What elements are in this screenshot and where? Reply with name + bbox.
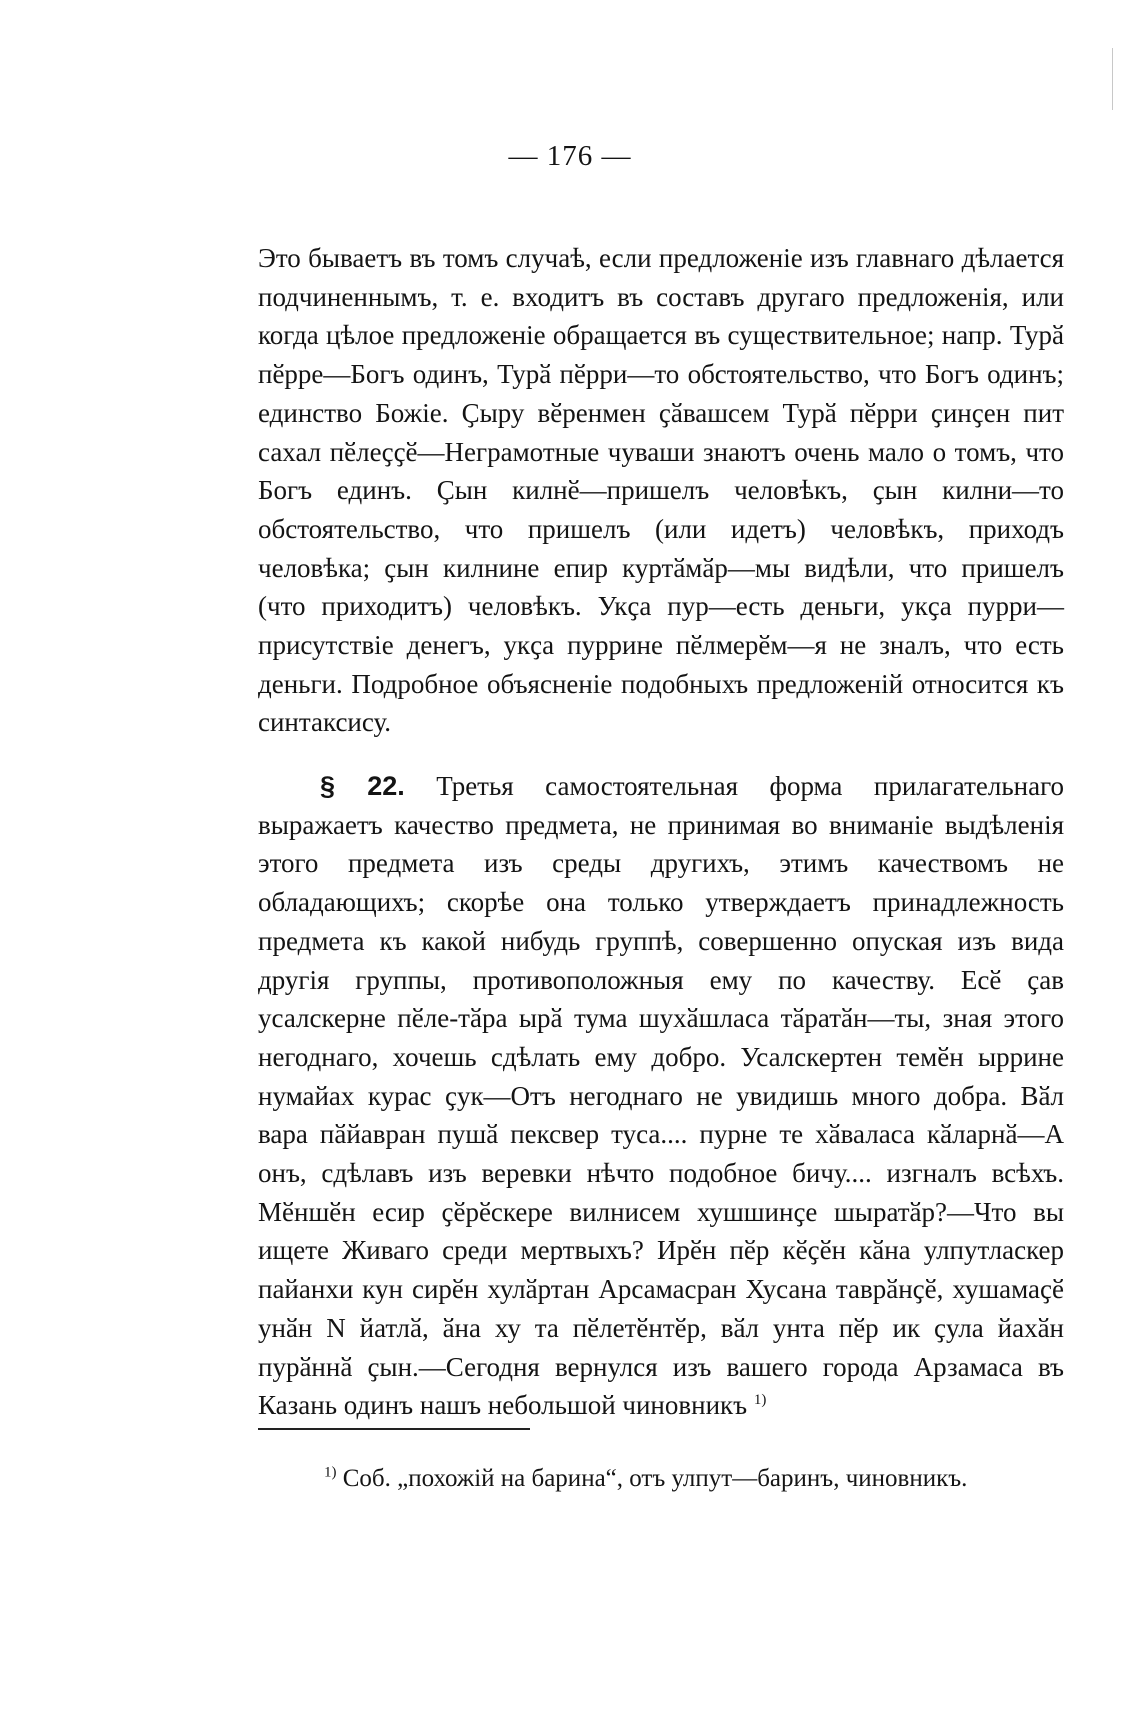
footnote-text: Соб. „похожій на барина“, отъ улпут—баринъ, чиновникъ. (342, 1465, 968, 1492)
section-number: § 22. (320, 771, 405, 801)
paragraph-2-text: Третья самостоятельная форма прилагательнаго выражаетъ качество предмета, не принимая во вниманіе выдѣленія этого предмета изъ среды другихъ, этимъ качествомъ не обладающихъ; скорѣе она только утверждаетъ принадлежность предмета къ какой нибудь группѣ, совершенно опуская изъ вида другія группы, противоположныя ему по качеству. Есӗ ҫав усалскерне пӗле-тӑра ырӑ тума шухӑшласа тӑратӑн—ты, зная этого негоднаго, хочешь сдѣлать ему добро. Усалскертен темӗн ыррине нумайах курас ҫук—Отъ негоднаго не увидишь много добра. Вӑл вара пӑйавран пушӑ пексвер туса.... пурне те хӑваласа кӑларнӑ—А онъ, сдѣлавъ изъ веревки нѣчто подобное бичу.... изгналъ всѣхъ. Мӗншӗн есир ҫӗрӗскере вилнисем хушшинҫе шыратӑр?—Что вы ищете Живаго среди мертвыхъ? Ирӗн пӗр кӗҫӗн кӑна улпутласкер пайанхи кун сирӗн хулӑртан Арсамасран Хусана таврӑнҫӗ, хушамаҫӗ унӑн N йатлӑ, ӑна ху та пӗлетӗнтӗр, вӑл унта пӗр ик ҫула йахӑн пурӑннӑ ҫын.—Сегодня вернулся изъ вашего города Арзамаса въ Казань одинъ нашъ небольшой чиновникъ (258, 771, 1064, 1421)
page-number: — 176 — (508, 140, 632, 172)
scan-edge-line (1112, 48, 1113, 110)
footnote-marker: 1) (324, 1464, 337, 1481)
paragraph-1 (258, 239, 1064, 742)
paragraph-2 (258, 767, 1064, 1425)
paragraph-1-text: Это бываетъ въ томъ случаѣ, если предложеніе изъ главнаго дѣлается подчиненнымъ, т. е. входитъ въ составъ другаго предложенія, или когда цѣлое предложеніе обращается въ существительное; напр. Турӑ пӗрре—Богъ одинъ, Турӑ пӗрри—то обстоятельство, что Богъ одинъ; единство Божіе. Ҫыру вӗренмен ҫӑвашсем Турӑ пӗрри ҫинҫен пит сахал пӗлеҫҫӗ—Неграмотные чуваши знаютъ очень мало о томъ, что Богъ единъ. Ҫын килнӗ—пришелъ человѣкъ, ҫын килни—то обстоятельство, что пришелъ (или идетъ) человѣкъ, приходъ человѣка; ҫын килнине епир куртӑмӑр—мы видѣли, что пришелъ (что приходитъ) человѣкъ. Укҫа пур—есть деньги, укҫа пурри—присутствіе денегъ, укҫа пуррине пӗлмерӗм—я не зналъ, что есть деньги. Подробное объясненіе подобныхъ предложеній относится къ синтаксису. (258, 243, 1064, 738)
footnote-divider (258, 1428, 530, 1430)
footnote (258, 1461, 1064, 1497)
footnote-reference: 1) (753, 1392, 767, 1409)
